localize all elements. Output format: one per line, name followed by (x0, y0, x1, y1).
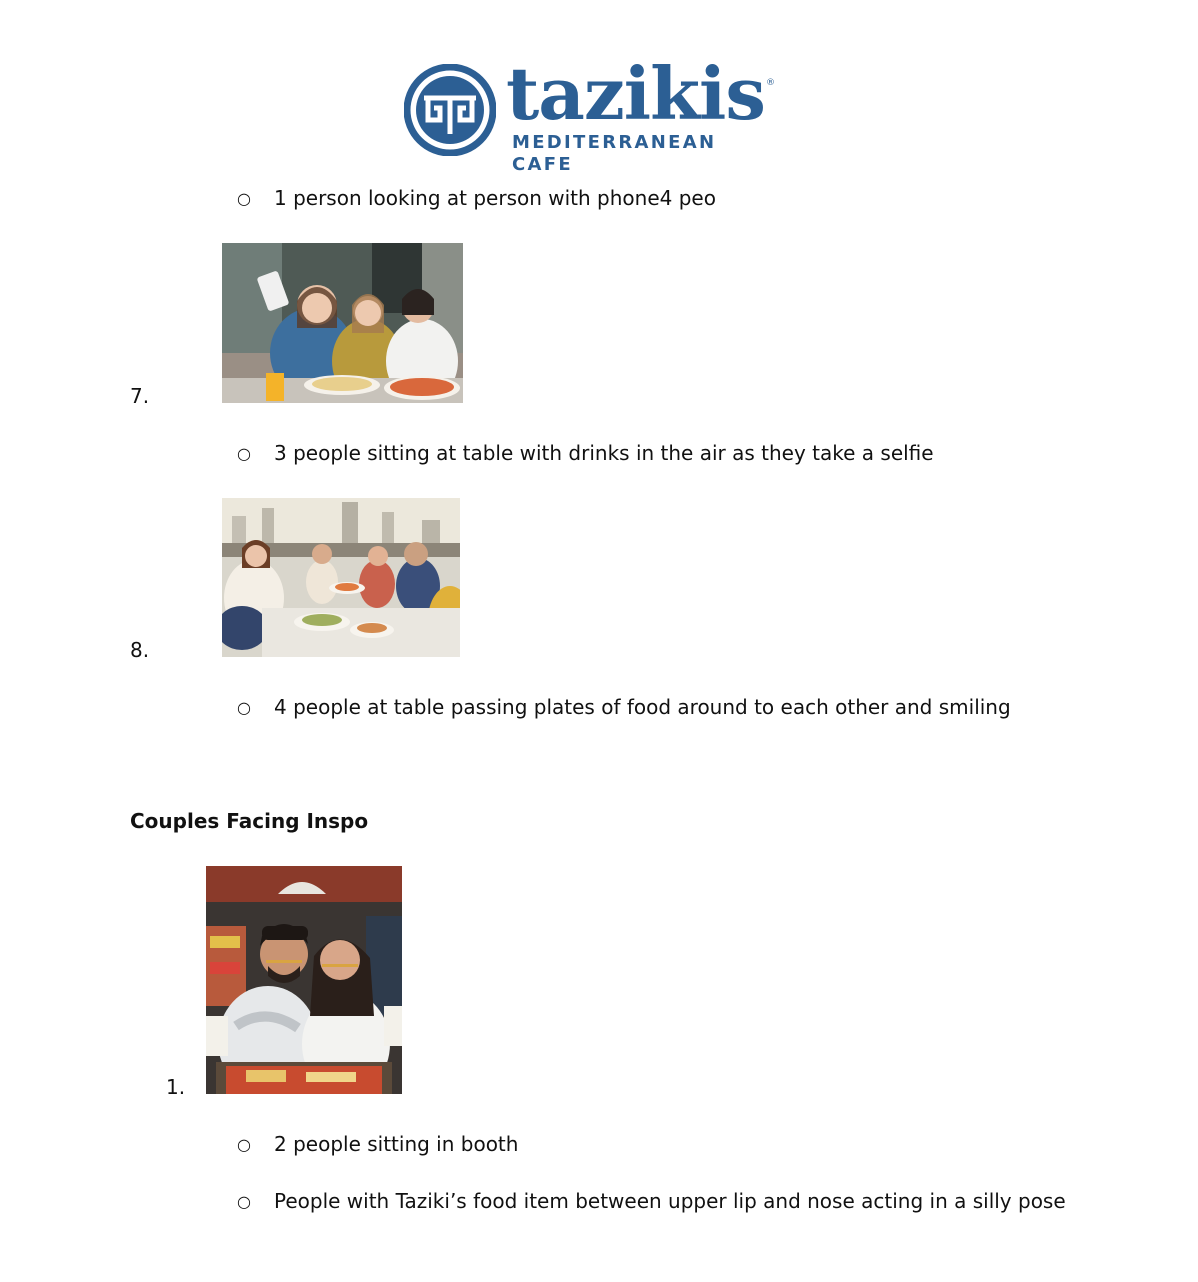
list-number: 7. (130, 384, 150, 408)
greek-key-emblem-icon (404, 64, 496, 156)
list-number: 8. (130, 638, 150, 662)
list-item-text: 4 people at table passing plates of food around to each other and smiling (274, 695, 1011, 719)
list-number: 1. (166, 1075, 186, 1099)
section-heading: Couples Facing Inspo (130, 809, 369, 833)
list-item-text: People with Taziki’s food item between upper lip and nose acting in a silly pose (274, 1189, 1066, 1213)
list-item-text: 1 person looking at person with phone4 peo (274, 186, 716, 210)
selfie-photo (222, 243, 463, 403)
bullet-icon: ○ (237, 698, 251, 717)
tazikis-logo (404, 51, 784, 175)
logo-wordmark: tazikis (506, 51, 765, 136)
photo-couple-silly-pose-icon (206, 866, 402, 1094)
bullet-icon: ○ (237, 189, 251, 208)
rooftop-dinner-photo (222, 498, 460, 657)
photo-rooftop-group-dinner-icon (222, 498, 460, 657)
registered-mark: ® (766, 78, 775, 88)
bullet-icon: ○ (237, 1135, 251, 1154)
logo-subtitle: MEDITERRANEAN CAFE (512, 132, 717, 175)
bullet-icon: ○ (237, 444, 251, 463)
list-item-text: 3 people sitting at table with drinks in the air as they take a selfie (274, 441, 934, 465)
photo-selfie-three-women-icon (222, 243, 463, 403)
list-item-text: 2 people sitting in booth (274, 1132, 519, 1156)
couple-photo (206, 866, 402, 1094)
bullet-icon: ○ (237, 1192, 251, 1211)
